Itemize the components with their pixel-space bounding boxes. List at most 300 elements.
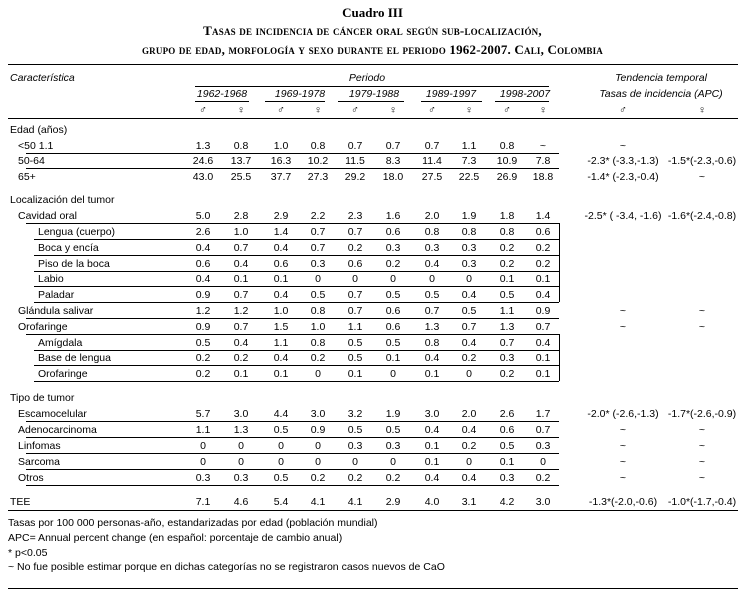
table-cell: 1.1 bbox=[273, 337, 289, 349]
table-cell: 0.7 bbox=[310, 242, 326, 254]
table-cell: 0.7 bbox=[347, 305, 363, 317]
table-cell: 0.4 bbox=[195, 273, 211, 285]
period-underline bbox=[495, 101, 549, 102]
table-cell: 0 bbox=[390, 456, 396, 468]
table-cell: 0.4 bbox=[273, 242, 289, 254]
female-symbol: ♀ bbox=[465, 104, 473, 116]
row-label: 50-64 bbox=[18, 155, 45, 167]
period-header-1962-1968: 1962-1968 bbox=[196, 88, 248, 100]
table-cell: 3.0 bbox=[233, 408, 249, 420]
table-cell: 7.3 bbox=[461, 155, 477, 167]
row-label: <50 1.1 bbox=[18, 140, 54, 152]
table-cell: 0.4 bbox=[461, 289, 477, 301]
apc-male-cell: ~ bbox=[619, 140, 627, 152]
table-cell: 0.2 bbox=[535, 472, 551, 484]
table-cell: 11.4 bbox=[422, 155, 442, 167]
table-cell: 0.4 bbox=[195, 242, 211, 254]
table-cell: 0.5 bbox=[273, 472, 289, 484]
table-cell: 0.5 bbox=[385, 337, 401, 349]
table-cell: 0.5 bbox=[195, 337, 211, 349]
table-cell: 0.3 bbox=[385, 440, 401, 452]
table-cell: 0.2 bbox=[499, 242, 515, 254]
table-cell: 0.6 bbox=[195, 258, 211, 270]
table-cell: 2.0 bbox=[461, 408, 477, 420]
row-separator bbox=[34, 381, 559, 382]
male-symbol: ♂ bbox=[428, 104, 436, 116]
table-cell: 0.5 bbox=[499, 440, 515, 452]
table-cell: 0.4 bbox=[461, 337, 477, 349]
table-cell: 4.6 bbox=[233, 496, 249, 508]
table-cell: 0.4 bbox=[535, 289, 551, 301]
apc-female-cell: -1.5*(-2.3,-0.6) bbox=[667, 155, 737, 167]
table-cell: 1.9 bbox=[385, 408, 401, 420]
header-bottom-rule bbox=[8, 118, 738, 119]
row-label: Localización del tumor bbox=[10, 194, 115, 206]
table-cell: 43.0 bbox=[192, 171, 214, 183]
table-cell: 5.0 bbox=[195, 210, 211, 222]
table-cell: 0.2 bbox=[535, 258, 551, 270]
table-cell: 0 bbox=[278, 440, 284, 452]
table-cell: 0.6 bbox=[347, 258, 363, 270]
table-cell: 0.3 bbox=[424, 242, 440, 254]
table-cell: 0.7 bbox=[535, 424, 551, 436]
table-cell: 0.2 bbox=[195, 352, 211, 364]
male-symbol: ♂ bbox=[503, 104, 511, 116]
table-cell: 0.1 bbox=[273, 368, 289, 380]
apc-female-cell: ~ bbox=[698, 305, 706, 317]
table-cell: 2.2 bbox=[310, 210, 326, 222]
table-cell: 0.1 bbox=[233, 273, 249, 285]
period-rule bbox=[195, 86, 549, 87]
table-cell: 1.6 bbox=[385, 210, 401, 222]
footnote-3: * p<0.05 bbox=[8, 547, 48, 559]
table-cell: 0.2 bbox=[195, 368, 211, 380]
row-label: Escamocelular bbox=[18, 408, 87, 420]
row-separator bbox=[26, 318, 559, 319]
footnote-4: ~ No fue posible estimar porque en dichas categorías no se registraron casos nuevos de CaO bbox=[8, 561, 445, 573]
table-cell: 0.3 bbox=[385, 242, 401, 254]
table-cell: 0.6 bbox=[385, 321, 401, 333]
table-cell: 0.8 bbox=[499, 140, 515, 152]
apc-female-cell: ~ bbox=[698, 171, 706, 183]
table-cell: 0.7 bbox=[310, 226, 326, 238]
table-cell: 0.8 bbox=[310, 337, 326, 349]
row-separator bbox=[26, 453, 559, 454]
table-cell: 0.6 bbox=[385, 305, 401, 317]
table-cell: 1.1 bbox=[461, 140, 477, 152]
apc-male-cell: ~ bbox=[619, 440, 627, 452]
table-cell: 0.9 bbox=[310, 424, 326, 436]
table-cell: 1.1 bbox=[195, 424, 211, 436]
table-cell: 0.1 bbox=[535, 273, 551, 285]
row-separator bbox=[26, 437, 559, 438]
row-separator bbox=[26, 153, 559, 154]
table-cell: 1.3 bbox=[424, 321, 440, 333]
apc-male-cell: ~ bbox=[619, 305, 627, 317]
table-cell: 7.1 bbox=[195, 496, 211, 508]
table-cell: 0.6 bbox=[499, 424, 515, 436]
male-symbol: ♂ bbox=[199, 104, 207, 116]
table-cell: 0 bbox=[238, 456, 244, 468]
table-cell: 1.2 bbox=[233, 305, 249, 317]
table-cell: 0 bbox=[466, 456, 472, 468]
row-label: Orofaringe bbox=[18, 321, 68, 333]
header-period: Periodo bbox=[348, 72, 386, 84]
table-cell: 0.2 bbox=[310, 472, 326, 484]
header-characteristic: Característica bbox=[10, 72, 75, 84]
table-cell: 2.0 bbox=[424, 210, 440, 222]
row-separator bbox=[34, 365, 559, 366]
table-cell: 0.2 bbox=[385, 472, 401, 484]
row-label: Amígdala bbox=[38, 337, 83, 349]
top-rule bbox=[8, 64, 738, 65]
table-cell: 0.7 bbox=[233, 289, 249, 301]
table-cell: 4.1 bbox=[310, 496, 326, 508]
table-cell: 0.4 bbox=[273, 352, 289, 364]
table-cell: 0.3 bbox=[310, 258, 326, 270]
apc-male-cell: -2.5* ( -3.4, -1.6) bbox=[584, 210, 662, 222]
table-cell: 0 bbox=[278, 456, 284, 468]
table-cell: 0.3 bbox=[499, 472, 515, 484]
row-separator bbox=[34, 239, 559, 240]
table-cell: 2.6 bbox=[499, 408, 515, 420]
table-cell: 0.5 bbox=[310, 289, 326, 301]
table-cell: 0.9 bbox=[195, 289, 211, 301]
table-cell: 0.1 bbox=[499, 456, 515, 468]
table-cell: 1.0 bbox=[273, 305, 289, 317]
table-cell: 2.3 bbox=[347, 210, 363, 222]
table-cell: 0.9 bbox=[535, 305, 551, 317]
table-cell: 10.9 bbox=[496, 155, 518, 167]
table-cell: 0.2 bbox=[233, 352, 249, 364]
table-cell: 3.0 bbox=[424, 408, 440, 420]
table-cell: 37.7 bbox=[270, 171, 292, 183]
table-cell: 0.7 bbox=[347, 140, 363, 152]
table-cell: 0.4 bbox=[424, 424, 440, 436]
table-cell: 1.1 bbox=[499, 305, 515, 317]
table-cell: 29.2 bbox=[344, 171, 366, 183]
table-cell: 0.1 bbox=[347, 368, 363, 380]
row-separator bbox=[34, 271, 559, 272]
table-cell: 0.5 bbox=[273, 424, 289, 436]
table-cell: 0.4 bbox=[233, 258, 249, 270]
table-cell: 1.9 bbox=[461, 210, 477, 222]
table-cell: 0.7 bbox=[347, 289, 363, 301]
apc-male-cell: ~ bbox=[619, 424, 627, 436]
table-cell: 4.4 bbox=[273, 408, 289, 420]
table-cell: 0.7 bbox=[233, 242, 249, 254]
table-cell: 0 bbox=[315, 368, 321, 380]
female-symbol: ♀ bbox=[389, 104, 397, 116]
table-cell: 0.1 bbox=[424, 456, 440, 468]
table-cell: 22.5 bbox=[458, 171, 480, 183]
table-cell: 0.7 bbox=[233, 321, 249, 333]
table-cell: 2.9 bbox=[385, 496, 401, 508]
table-cell: 0 bbox=[466, 273, 472, 285]
apc-male-cell: ~ bbox=[619, 456, 627, 468]
table-cell: 0.7 bbox=[424, 140, 440, 152]
table-cell: 1.0 bbox=[273, 140, 289, 152]
table-cell: 0.2 bbox=[461, 440, 477, 452]
table-cell: 0.6 bbox=[385, 226, 401, 238]
table-cell: 0 bbox=[315, 456, 321, 468]
table-cell: 5.7 bbox=[195, 408, 211, 420]
table-cell: 13.7 bbox=[230, 155, 252, 167]
apc-male-cell: -1.4* (-2.3,-0.4) bbox=[587, 171, 659, 183]
table-cell: 11.5 bbox=[345, 155, 365, 167]
row-label: 65+ bbox=[18, 171, 36, 183]
table-cell: 0.4 bbox=[535, 337, 551, 349]
table-cell: 1.3 bbox=[233, 424, 249, 436]
table-cell: 8.3 bbox=[385, 155, 401, 167]
table-cell: 0.2 bbox=[347, 472, 363, 484]
table-cell: 0.7 bbox=[499, 337, 515, 349]
row-label: Orofaringe bbox=[38, 368, 88, 380]
apc-male-cell: -1.3*(-2.0,-0.6) bbox=[588, 496, 658, 508]
table-cell: 0.3 bbox=[499, 352, 515, 364]
table-cell: 25.5 bbox=[230, 171, 252, 183]
table-cell: 0 bbox=[429, 273, 435, 285]
female-symbol: ♀ bbox=[539, 104, 547, 116]
row-separator bbox=[34, 286, 559, 287]
table-cell: 0.3 bbox=[461, 258, 477, 270]
apc-male-cell: ~ bbox=[619, 472, 627, 484]
table-cell: 0.7 bbox=[535, 321, 551, 333]
male-symbol: ♂ bbox=[619, 104, 627, 116]
table-cell: 0.1 bbox=[273, 273, 289, 285]
table-cell: 0.8 bbox=[424, 226, 440, 238]
table-cell: 0.8 bbox=[310, 305, 326, 317]
row-label: Otros bbox=[18, 472, 44, 484]
table-cell: 0.2 bbox=[499, 368, 515, 380]
apc-female-cell: -1.0*(-1.7,-0.4) bbox=[667, 496, 737, 508]
table-cell: 0.5 bbox=[347, 352, 363, 364]
table-cell: 1.7 bbox=[535, 408, 551, 420]
row-label: Base de lengua bbox=[38, 352, 111, 364]
table-cell: 0.3 bbox=[195, 472, 211, 484]
row-label: Adenocarcinoma bbox=[18, 424, 97, 436]
apc-female-cell: ~ bbox=[698, 424, 706, 436]
table-cell: 1.5 bbox=[273, 321, 289, 333]
table-cell: 0 bbox=[200, 456, 206, 468]
table-cell: 0.7 bbox=[424, 305, 440, 317]
male-symbol: ♂ bbox=[277, 104, 285, 116]
table-cell: 0 bbox=[315, 440, 321, 452]
period-header-1979-1988: 1979-1988 bbox=[348, 88, 400, 100]
apc-male-cell: -2.3* (-3.3,-1.3) bbox=[587, 155, 659, 167]
table-cell: 0.2 bbox=[461, 352, 477, 364]
table-cell: 0.8 bbox=[499, 226, 515, 238]
table-cell: 1.8 bbox=[499, 210, 515, 222]
table-cell: 1.0 bbox=[310, 321, 326, 333]
apc-male-cell: ~ bbox=[619, 321, 627, 333]
apc-female-cell: ~ bbox=[698, 321, 706, 333]
row-separator bbox=[34, 302, 559, 303]
table-cell: 0.8 bbox=[233, 140, 249, 152]
table-cell: 0 bbox=[315, 273, 321, 285]
table-cell: 4.2 bbox=[499, 496, 515, 508]
table-cell: 0.1 bbox=[535, 352, 551, 364]
table-cell: 0.4 bbox=[424, 352, 440, 364]
table-cell: 0.5 bbox=[347, 337, 363, 349]
table-cell: 0.1 bbox=[424, 440, 440, 452]
row-label: Tipo de tumor bbox=[10, 392, 75, 404]
table-cell: 0.2 bbox=[535, 242, 551, 254]
table-cell: 0.8 bbox=[461, 226, 477, 238]
table-cell: 0 bbox=[352, 273, 358, 285]
table-title-line-1: Tasas de incidencia de cáncer oral según sub-localización, bbox=[203, 23, 542, 38]
row-label: Lengua (cuerpo) bbox=[38, 226, 116, 238]
apc-female-cell: ~ bbox=[698, 472, 706, 484]
row-separator bbox=[26, 223, 559, 224]
apc-male-cell: -2.0* (-2.6,-1.3) bbox=[587, 408, 659, 420]
period-underline bbox=[195, 101, 249, 102]
table-cell: 0 bbox=[390, 368, 396, 380]
table-cell: 0.4 bbox=[461, 472, 477, 484]
table-cell: 0 bbox=[466, 368, 472, 380]
table-cell: 0.5 bbox=[499, 289, 515, 301]
row-label: Linfomas bbox=[18, 440, 61, 452]
table-cell: 0.1 bbox=[233, 368, 249, 380]
female-symbol: ♀ bbox=[314, 104, 322, 116]
row-label: Cavidad oral bbox=[18, 210, 77, 222]
table-cell: 0.7 bbox=[461, 321, 477, 333]
table-title-line-2: grupo de edad, morfología y sexo durante el periodo 1962-2007. Cali, Colombia bbox=[141, 42, 604, 57]
table-cell: 0.2 bbox=[499, 258, 515, 270]
table-cell: 2.6 bbox=[195, 226, 211, 238]
table-cell: 2.8 bbox=[233, 210, 249, 222]
header-trend-apc: Tasas de incidencia (APC) bbox=[599, 88, 723, 100]
period-underline bbox=[338, 101, 404, 102]
table-cell: 0.6 bbox=[535, 226, 551, 238]
table-cell: 1.1 bbox=[347, 321, 363, 333]
row-separator bbox=[34, 350, 559, 351]
table-cell: 0.4 bbox=[424, 472, 440, 484]
table-cell: 0.7 bbox=[385, 140, 401, 152]
table-cell: 0.9 bbox=[195, 321, 211, 333]
table-cell: 24.6 bbox=[192, 155, 214, 167]
table-cell: 27.3 bbox=[307, 171, 329, 183]
table-cell: 0.5 bbox=[424, 289, 440, 301]
male-symbol: ♂ bbox=[351, 104, 359, 116]
table-cell: 0 bbox=[352, 456, 358, 468]
table-cell: 0.2 bbox=[385, 258, 401, 270]
table-cell: 0.1 bbox=[535, 368, 551, 380]
table-cell: 0.5 bbox=[347, 424, 363, 436]
table-cell: 0.8 bbox=[310, 140, 326, 152]
table-cell: 0.7 bbox=[347, 226, 363, 238]
table-cell: 26.9 bbox=[496, 171, 518, 183]
period-header-1989-1997: 1989-1997 bbox=[425, 88, 477, 100]
table-cell: 0.3 bbox=[461, 242, 477, 254]
table-cell: 10.2 bbox=[307, 155, 329, 167]
table-cell: 3.0 bbox=[535, 496, 551, 508]
table-cell: 0.4 bbox=[424, 258, 440, 270]
header-trend: Tendencia temporal bbox=[615, 72, 707, 84]
row-label: Piso de la boca bbox=[38, 258, 110, 270]
table-cell: 0.2 bbox=[347, 242, 363, 254]
apc-female-cell: ~ bbox=[698, 440, 706, 452]
footnote-1: Tasas por 100 000 personas-año, estandarizadas por edad (población mundial) bbox=[8, 517, 378, 529]
footnote-2: APC= Annual percent change (en español: porcentaje de cambio anual) bbox=[8, 532, 343, 544]
table-cell: 5.4 bbox=[273, 496, 289, 508]
period-header-1998-2007: 1998-2007 bbox=[499, 88, 551, 100]
table-cell: 3.0 bbox=[310, 408, 326, 420]
table-cell: 0 bbox=[540, 456, 546, 468]
table-cell: 7.8 bbox=[535, 155, 551, 167]
table-cell: 3.1 bbox=[461, 496, 477, 508]
row-separator bbox=[26, 485, 559, 486]
table-cell: 0 bbox=[238, 440, 244, 452]
table-cell: 0.2 bbox=[310, 352, 326, 364]
table-cell: 0.3 bbox=[535, 440, 551, 452]
apc-female-cell: -1.7*(-2.6,-0.9) bbox=[667, 408, 737, 420]
table-bottom-rule bbox=[8, 510, 738, 511]
table-cell: 0.1 bbox=[385, 352, 401, 364]
table-cell: 0 bbox=[390, 273, 396, 285]
period-underline bbox=[421, 101, 482, 102]
table-cell: 0.4 bbox=[273, 289, 289, 301]
table-cell: 0.5 bbox=[461, 305, 477, 317]
row-label: Glándula salivar bbox=[18, 305, 94, 317]
table-cell: ~ bbox=[539, 140, 547, 152]
table-cell: 3.2 bbox=[347, 408, 363, 420]
female-symbol: ♀ bbox=[698, 104, 706, 116]
row-separator bbox=[26, 421, 559, 422]
table-cell: 4.0 bbox=[424, 496, 440, 508]
table-cell: 0.4 bbox=[233, 337, 249, 349]
period-header-1969-1978: 1969-1978 bbox=[274, 88, 326, 100]
table-cell: 16.3 bbox=[270, 155, 292, 167]
table-cell: 0.5 bbox=[385, 424, 401, 436]
table-cell: 0.4 bbox=[461, 424, 477, 436]
row-separator bbox=[26, 334, 559, 335]
table-cell: 1.4 bbox=[535, 210, 551, 222]
table-cell: 1.2 bbox=[195, 305, 211, 317]
period-underline bbox=[265, 101, 325, 102]
table-cell: 27.5 bbox=[421, 171, 443, 183]
table-cell: 2.9 bbox=[273, 210, 289, 222]
table-cell: 4.1 bbox=[347, 496, 363, 508]
table-cell: 1.4 bbox=[273, 226, 289, 238]
table-cell: 0 bbox=[200, 440, 206, 452]
table-cell: 0.5 bbox=[385, 289, 401, 301]
table-cell: 0.8 bbox=[424, 337, 440, 349]
row-separator bbox=[26, 469, 559, 470]
table-cell: 1.3 bbox=[195, 140, 211, 152]
row-label: Edad (años) bbox=[10, 124, 68, 136]
subgroup-frame bbox=[34, 334, 560, 381]
row-separator bbox=[34, 255, 559, 256]
apc-female-cell: ~ bbox=[698, 456, 706, 468]
row-label: Sarcoma bbox=[18, 456, 61, 468]
table-cell: 1.3 bbox=[499, 321, 515, 333]
table-cell: 0.1 bbox=[424, 368, 440, 380]
row-label: Paladar bbox=[38, 289, 75, 301]
table-cell: 1.0 bbox=[233, 226, 249, 238]
table-cell: 0.3 bbox=[233, 472, 249, 484]
table-cell: 18.8 bbox=[532, 171, 554, 183]
footnote-bottom-rule bbox=[8, 588, 738, 589]
apc-female-cell: -1.6*(-2.4,-0.8) bbox=[667, 210, 737, 222]
table-cell: 0.6 bbox=[273, 258, 289, 270]
female-symbol: ♀ bbox=[237, 104, 245, 116]
table-number: Cuadro III bbox=[342, 5, 403, 20]
row-label: Labio bbox=[38, 273, 64, 285]
row-label: TEE bbox=[10, 496, 31, 508]
table-cell: 18.0 bbox=[382, 171, 404, 183]
table-cell: 0.1 bbox=[499, 273, 515, 285]
